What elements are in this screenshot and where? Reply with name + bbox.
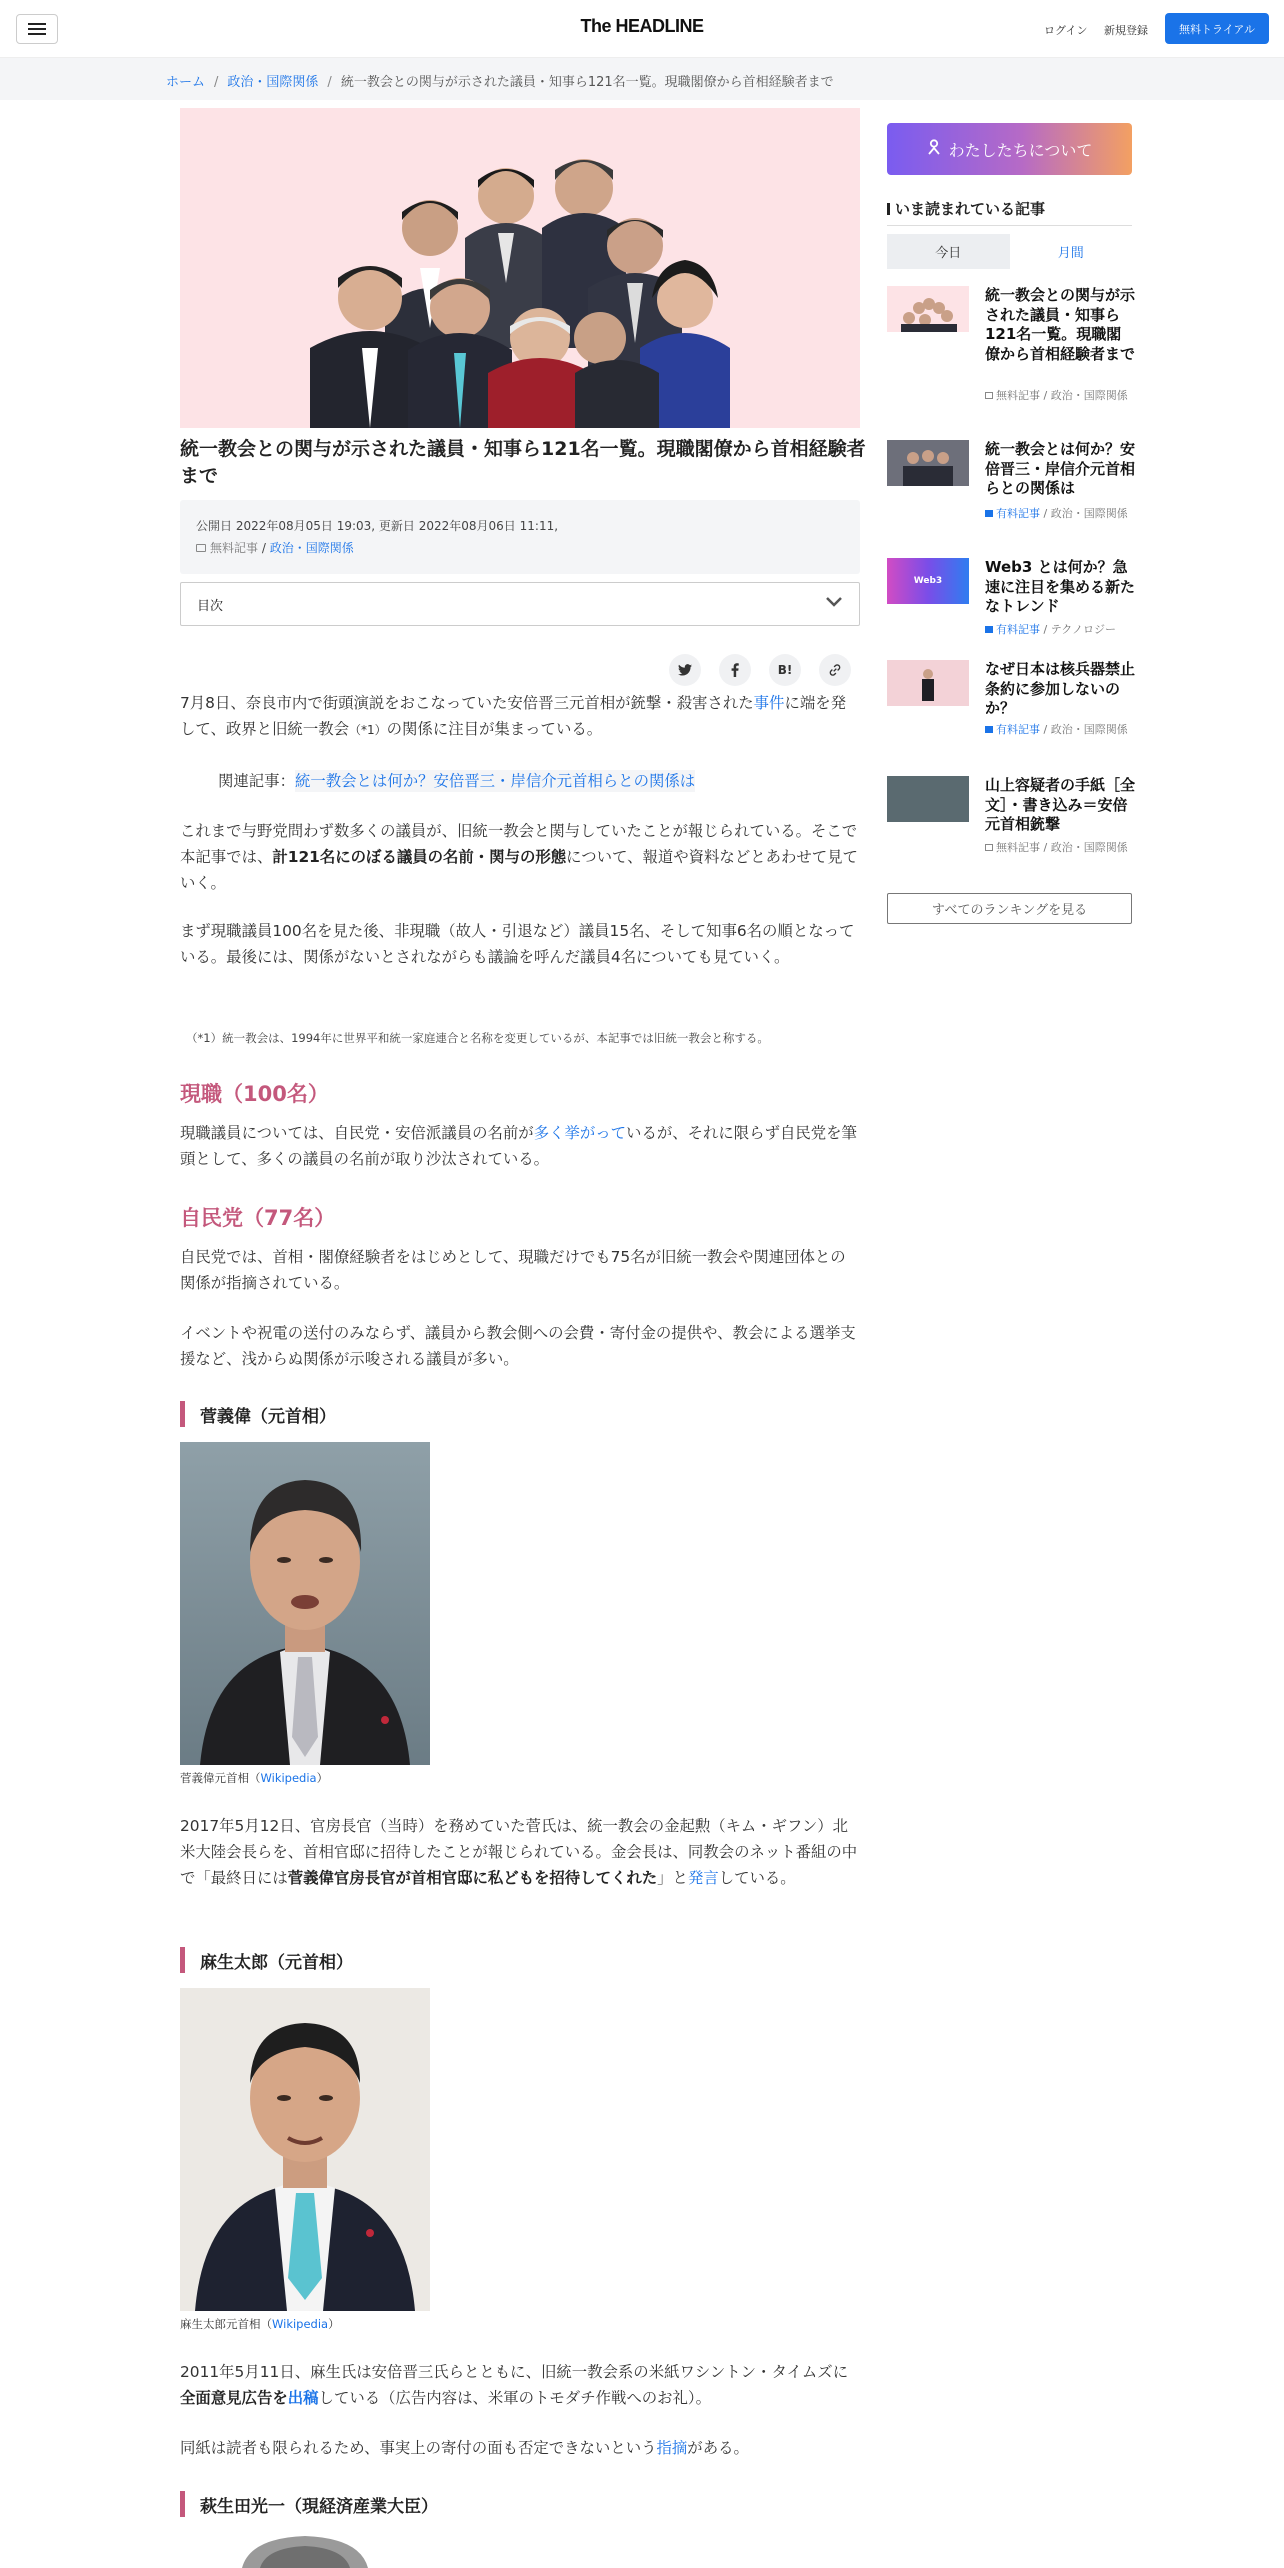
ranking-thumbnail[interactable]	[887, 286, 969, 332]
ranking-item-type: 無料記事	[996, 841, 1040, 854]
paragraph-scope	[180, 818, 860, 897]
paragraph-current	[180, 1120, 860, 1172]
paragraph-ldp: 自民党では、首相・閣僚経験者をはじめとして、現職だけでも75名が旧統一教会や関連団体との関係が指摘されている。	[180, 1248, 846, 1293]
ranking-item-title[interactable]: Web3 とは何か？急速に注目を集める新たなトレンド	[985, 558, 1136, 615]
section-heading-ldp: 自民党（77名）	[180, 1206, 336, 1230]
subheading-suga: 菅義偉（元首相）	[180, 1401, 336, 1427]
subheading-hagiuda: 萩生田光一（現経済産業大臣）	[180, 2491, 438, 2517]
text: 麻生太郎元首相（	[180, 2317, 272, 2331]
article-type: 無料記事	[210, 540, 259, 555]
paragraph-ldp-relations: イベントや祝電の送付のみならず、議員から教会側への会費・寄付金の提供や、教会による選挙支援など、浅からぬ関係が示唆される議員が多い。	[180, 1324, 856, 1369]
text: これまで与野党問わず数多くの議員が、旧統一教会と関与していたことが報じられている。そこで本記事では、	[180, 822, 858, 867]
about-us-label: わたしたちについて	[948, 140, 1093, 160]
subheading-aso: 麻生太郎（元首相）	[180, 1947, 353, 1973]
lock-icon	[985, 626, 993, 633]
ranking-item-meta: 有料記事 / 政治・国際関係	[985, 506, 1135, 523]
table-of-contents-toggle[interactable]	[180, 582, 860, 626]
ranking-item-type: 有料記事	[996, 723, 1040, 736]
text: している（広告内容は、米軍のトモダチ作戦へのお礼）。	[318, 2389, 712, 2408]
article-category-link[interactable]: 政治・国際関係	[269, 540, 354, 555]
lock-icon	[985, 726, 993, 733]
article-meta	[180, 500, 860, 574]
link-icon[interactable]	[819, 654, 851, 686]
text: 菅義偉元首相（	[180, 1771, 261, 1785]
text: 7月8日、奈良市内で街頭演説をおこなっていた安倍晋三元首相が銃撃・殺害された	[180, 694, 754, 712]
ranking-item-title[interactable]: なぜ日本は核兵器禁止条約に参加しないのか？	[985, 660, 1136, 717]
wikipedia-link[interactable]: Wikipedia	[260, 1771, 317, 1785]
published-link[interactable]: 出稿	[287, 2389, 319, 2408]
ranking-item-category: 政治・国際関係	[1050, 507, 1128, 520]
bold-text: 計121名にのぼる議員の名前・関与の形態	[272, 848, 567, 867]
politicians-group-photo	[180, 108, 860, 428]
about-us-button[interactable]	[887, 123, 1132, 175]
facebook-icon[interactable]	[719, 654, 751, 686]
text: がある。	[687, 2439, 749, 2457]
unlock-icon	[985, 392, 993, 399]
text: 2017年5月12日、官房長官（当時）を務めていた菅氏は、統一教会の金起勲（キム・ギフン）北米大陸会長らを、首相官邸に招待したことが報じられている。金会長は、同教会のネット番組の中で「最終日には	[180, 1817, 858, 1888]
text: 同紙は読者も限られるため、事実上の寄付の面も否定できないという	[180, 2439, 657, 2457]
text: 現職議員については、自民党・安倍派議員の名前が	[180, 1124, 534, 1142]
ranking-item-title[interactable]: 統一教会とは何か？安倍晋三・岸信介元首相らとの関係は	[985, 440, 1136, 497]
text: いるが、それに限らず自民党を筆頭として、多くの議員の名前が取り沙汰されている。	[180, 1124, 857, 1169]
ranking-item-meta: 無料記事 / 政治・国際関係	[985, 388, 1135, 405]
many-cited-link[interactable]: 多く挙がって	[533, 1124, 627, 1142]
paragraph-structure: まず現職議員100名を見た後、非現職（故人・引退など）議員15名、そして知事6名の順となっている。最後には、関係がないとされながらも議論を呼んだ議員4名についても見ていく。	[180, 922, 855, 967]
aso-caption	[180, 2316, 340, 2332]
section-heading-current: 現職（100名）	[180, 1082, 329, 1106]
footnote-ref: （*1）	[349, 723, 387, 738]
tab-monthly[interactable]: 月間	[1057, 246, 1084, 261]
breadcrumb-home[interactable]: ホーム	[166, 75, 206, 90]
ranking-thumbnail[interactable]	[887, 440, 969, 486]
ranking-title: いま読まれている記事	[895, 200, 1046, 218]
article-title: 統一教会との関与が示された議員・知事ら121名一覧。現職閣僚から首相経験者まで	[180, 438, 866, 487]
article-dates: 公開日 2022年08月05日 19:03, 更新日 2022年08月06日 11:11,	[196, 519, 559, 533]
unlock-icon	[196, 544, 206, 552]
text: について、報道や資料などとあわせて見ていく。	[180, 848, 858, 893]
login-link[interactable]: ログイン	[1044, 24, 1088, 37]
incident-link[interactable]: 事件	[753, 694, 785, 712]
text: ）	[328, 2317, 340, 2331]
text: の関係に注目が集まっている。	[386, 720, 603, 739]
related-label: 関連記事：	[218, 772, 295, 790]
free-trial-button[interactable]: 無料トライアル	[1165, 13, 1269, 44]
signup-link[interactable]: 新規登録	[1104, 24, 1148, 37]
related-article-link[interactable]: 統一教会とは何か？安倍晋三・岸信介元首相らとの関係は	[294, 772, 696, 790]
site-logo	[0, 16, 1284, 37]
hagiuda-photo	[180, 2532, 430, 2568]
bold-text: 全面意見広告を	[180, 2389, 288, 2408]
hamburger-menu-icon[interactable]	[16, 14, 58, 44]
all-ranking-button[interactable]: すべてのランキングを見る	[887, 893, 1132, 924]
suga-caption	[180, 1770, 328, 1786]
lock-icon	[985, 510, 993, 517]
ranking-tabs	[887, 234, 1132, 269]
site-logo-text[interactable]: The HEADLINE	[580, 16, 704, 36]
paragraph-intro	[180, 690, 860, 742]
ranking-item-category: 政治・国際関係	[1050, 389, 1128, 402]
ranking-thumbnail[interactable]: Web3	[887, 558, 969, 604]
breadcrumb-bar	[0, 58, 1284, 100]
text: に端を発して、政界と旧統一教会	[180, 694, 847, 739]
person-icon	[927, 139, 941, 159]
bold-text: 菅義偉官房長官が首相官邸に私どもを招待してくれた	[287, 1869, 658, 1888]
ranking-item-meta: 有料記事 / 政治・国際関係	[985, 722, 1135, 739]
ranking-item-category: テクノロジー	[1050, 623, 1117, 636]
twitter-icon[interactable]	[669, 654, 701, 686]
aso-photo	[180, 1988, 430, 2311]
breadcrumb-category[interactable]: 政治・国際関係	[227, 75, 319, 90]
ranking-item-category: 政治・国際関係	[1050, 841, 1128, 854]
text: 」と	[657, 1869, 688, 1888]
ranking-item-type: 有料記事	[996, 507, 1040, 520]
paragraph-aso-note	[180, 2435, 860, 2461]
text: ）	[316, 1771, 329, 1785]
ranking-item-title[interactable]: 統一教会との関与が示された議員・知事ら121名一覧。現職閣僚から首相経験者まで	[985, 286, 1136, 363]
suga-photo	[180, 1442, 430, 1765]
paragraph-suga	[180, 1813, 860, 1892]
unlock-icon	[985, 844, 993, 851]
related-article	[218, 768, 898, 794]
text: 2011年5月11日、麻生氏は安倍晋三氏らとともに、旧統一教会系の米紙ワシントン・タイムズに	[180, 2363, 849, 2381]
text: している。	[718, 1869, 796, 1888]
tab-today[interactable]: 今日	[887, 234, 1010, 269]
paragraph-aso	[180, 2359, 860, 2411]
ranking-item-meta: 有料記事 / テクノロジー	[985, 622, 1135, 639]
ranking-thumbnail[interactable]	[887, 776, 969, 822]
ranking-item-type: 無料記事	[996, 389, 1040, 402]
ranking-item-meta: 無料記事 / 政治・国際関係	[985, 840, 1135, 857]
ranking-item-category: 政治・国際関係	[1050, 723, 1128, 736]
article-tags: 無料記事 / 政治・国際関係	[196, 538, 844, 560]
chevron-down-icon	[825, 596, 843, 612]
statement-link[interactable]: 発言	[687, 1869, 719, 1888]
toc-label: 目次	[197, 598, 224, 614]
ranking-icon	[887, 203, 890, 215]
ranking-item-title[interactable]: 山上容疑者の手紙［全文］・書き込み＝安倍元首相銃撃	[985, 776, 1136, 833]
wikipedia-link[interactable]: Wikipedia	[272, 2317, 329, 2331]
breadcrumb: ホーム / 政治・国際関係 / 統一教会との関与が示された議員・知事ら121名一覧。現職閣僚から首相経験者まで	[166, 75, 834, 90]
criticism-link[interactable]: 指摘	[656, 2439, 688, 2457]
ranking-thumbnail[interactable]	[887, 660, 969, 706]
site-header	[0, 0, 1284, 58]
hatena-icon[interactable]: B!	[769, 654, 801, 686]
footnote: （*1）統一教会は、1994年に世界平和統一家庭連合と名称を変更しているが、本記事では旧統一教会と称する。	[186, 1031, 769, 1045]
breadcrumb-current: 統一教会との関与が示された議員・知事ら121名一覧。現職閣僚から首相経験者まで	[340, 75, 834, 90]
article-hero-image	[180, 108, 860, 428]
ranking-heading	[887, 198, 1132, 226]
ranking-item-type: 有料記事	[996, 623, 1040, 636]
